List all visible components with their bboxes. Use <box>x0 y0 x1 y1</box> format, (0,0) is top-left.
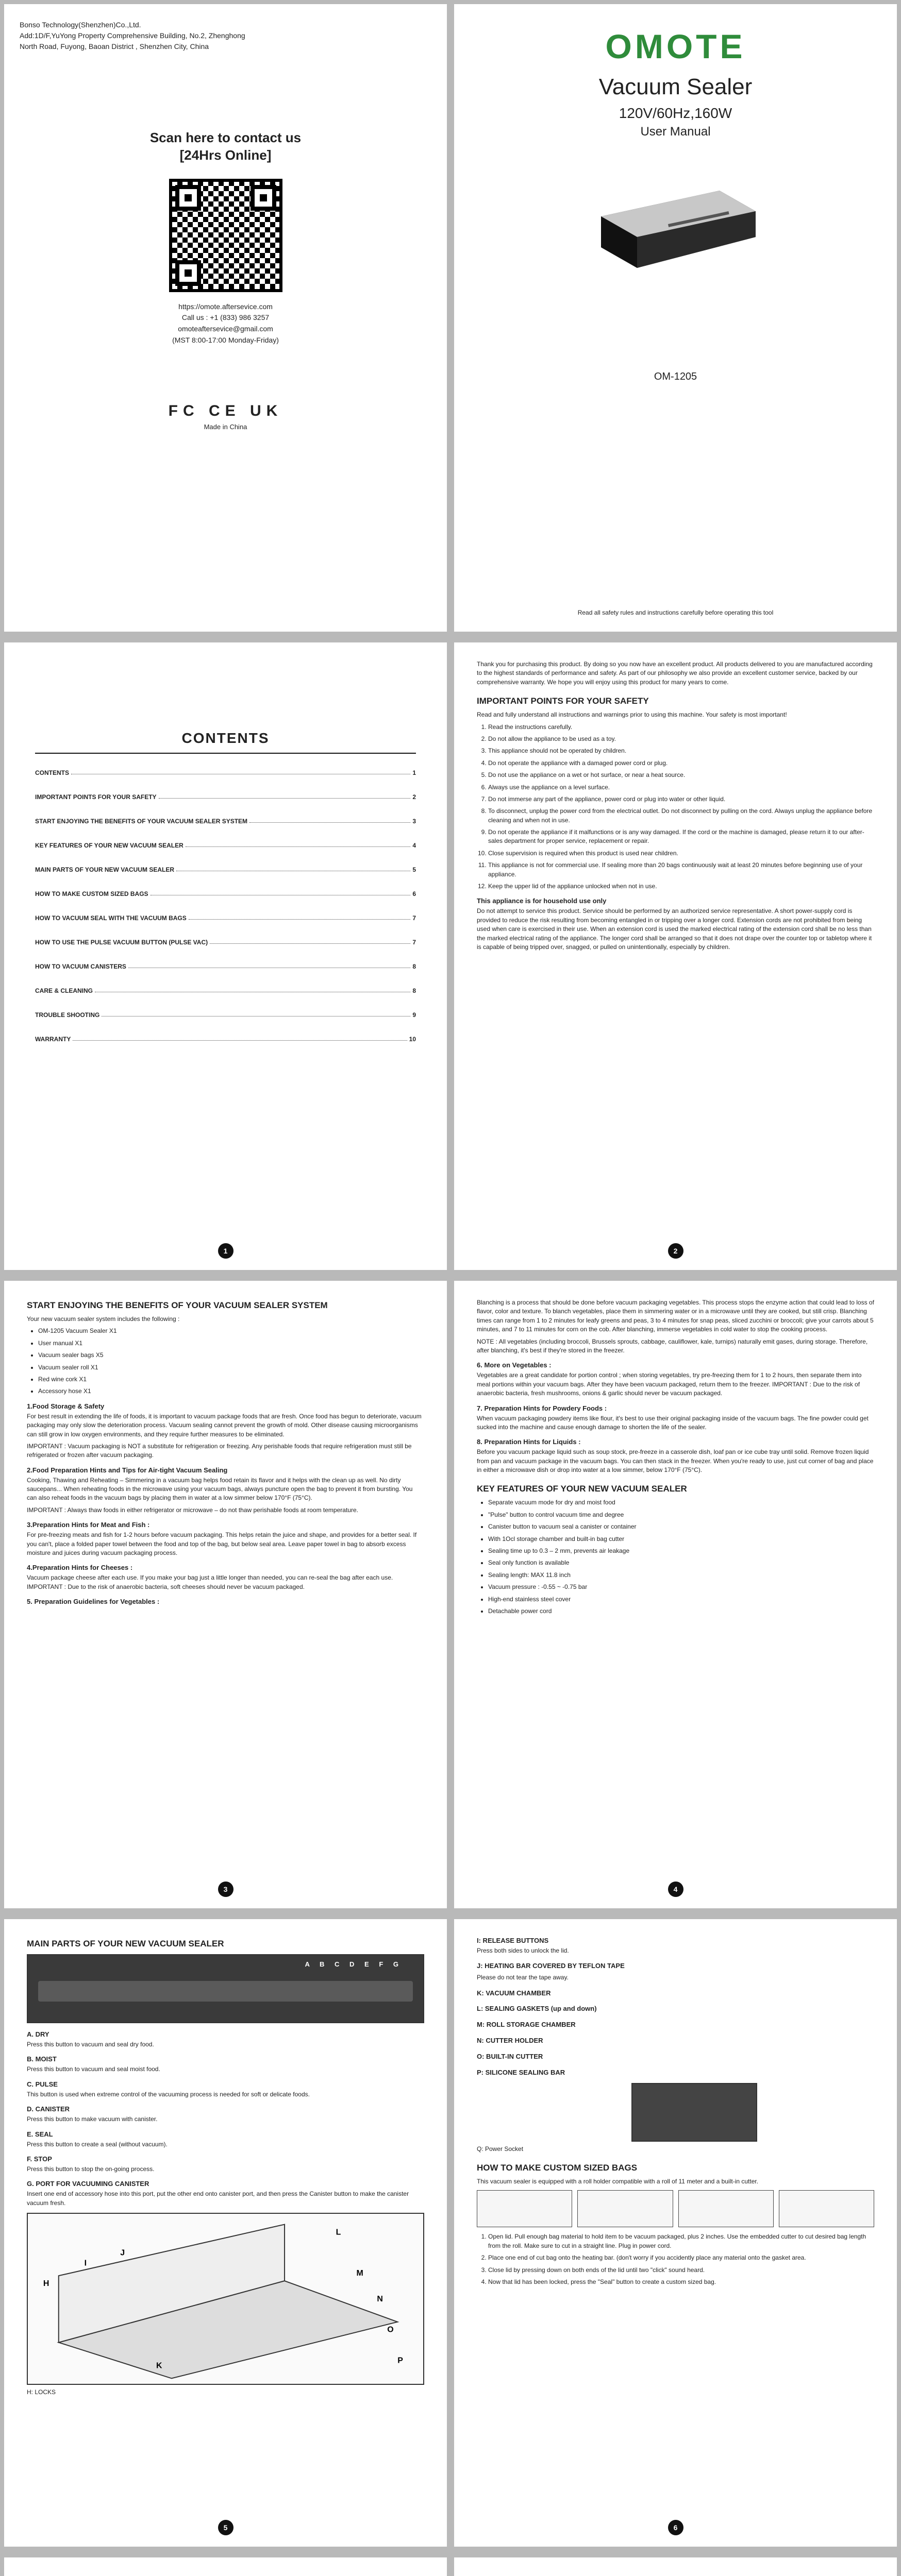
page-number: 4 <box>668 1882 683 1897</box>
includes-list: • OM-1205 Vacuum Sealer X1 • User manual X1 • Vacuum sealer bags X5 • Vacuum sealer roll X1 • Red wine cork X1 • Accessory hose X1 <box>27 1327 424 1396</box>
qr-code[interactable] <box>169 179 282 292</box>
toc-row[interactable]: IMPORTANT POINTS FOR YOUR SAFETY 2 <box>35 793 416 801</box>
certification-marks: FC CE UK <box>168 402 283 420</box>
features-page: Blanching is a process that should be done before vacuum packaging vegetables. This process stops the enzyme action that could lead to loss of flavor, color and texture. To blanch vegetables, place them in simmering water or in a microwave until they are cooked, but still crisp. Blanching times can range from 1 to 2 minutes for leafy greens and peas, 3 to 4 minutes for snap peas, sliced zucchini or broccoli; give your carrots about 5 minutes, and 7 to 11 minutes for corn on the cob. After blanching, immerse vegetables in cold water to stop the cooking process. NOTE : All vegetables (including broccoli, Brussels sprouts, cabbage, cauliflower, kale, turnips) naturally emit gases, during storage. Therefore, after blanching, it's best if they're stored in the freezer. 6. More on Vegetables : Vegetables are a great candidate for portion control ; when storing vegetables, try pre-freezing them for 1 to 2 hours, then separate them into meal portions within your vacuum bags. After they have been vacuum packaged, return them to the freezer. IMPORTANT : Due to the risk of anaerobic bacteria, fresh mushrooms, onions & garlic should never be vacuum packaged. 7. Preparation Hints for Powdery Foods : When vacuum packaging powdery items like flour, it's best to use their original packaging inside of the vacuum bags. The fine powder could get sucked into the machine and cause enough damage to shorten the life of the sealer. 8. Preparation Hints for Liquids : Before you vacuum package liquid such as soup stock, pre-freeze in a casserole dish, loaf pan or ice cube tray until solid. Remove frozen liquid from pan and vacuum package in the vacuum bags. You can then stack in the freezer. When you're ready to use, just cut corner of bag and place in either a microwave dish or drop into water at a low simmer, below 170°F (75°C). KEY FEATURES OF YOUR NEW VACUUM SEALER • Separate vacuum mode for dry and moist food • "Pulse" button to control vacuum time and degree • Canister button to vacuum seal a canister or container • With 1Ocl storage chamber and built-in bag cutter • Sealing time up to 0.3 – 2 mm, prevents air leakage • Seal only function is available • Sealing length: MAX 11.8 inch • Vacuum pressure : -0.55 ~ -0.75 bar • High-end stainless steel cover • Detachable power cord 4 <box>454 1281 897 1908</box>
diagram-letter: J <box>120 2248 125 2258</box>
support-hours: (MST 8:00-17:00 Monday-Friday) <box>172 335 279 344</box>
safety-page <box>454 642 897 1270</box>
safety-lead: Read and fully understand all instructions and warnings prior to using this machine. Your safety is most important! <box>477 711 787 719</box>
benefits-page: START ENJOYING THE BENEFITS OF YOUR VACUUM SEALER SYSTEM Your new vacuum sealer system includes the following : • OM-1205 Vacuum Sealer X1 • User manual X1 • Vacuum sealer bags X5 • Vacuum sealer roll X1 • Red wine cork X1 • Accessory hose X1 1.Food Storage & Safety For best result in extending the life of foods, it is important to vacuum package foods that are fresh. Once food has begun to deteriorate, vacuum packaging may only slow the deterioration process. Vacuum sealing cannot prevent the growth of mold. Other disease causing microorganisms can still grow in low oxygen environments, and they require further measures to be eliminated. IMPORTANT : Vacuum packaging is NOT a substitute for refrigeration or freezing. Any perishable foods that require refrigeration must still be refrigerated or frozen after vacuum packaging. 2.Food Preparation Hints and Tips for Air-tight Vacuum Sealing Cooking, Thawing and Reheating – Simmering in a vacuum bag helps food retain its flavor and it helps with the clean up as well. No dirty saucepans... When reheating foods in the microwave using your vacuum bags, always puncture open the bag to prevent it from bursting. You can also reheat foods in the vacuum bags by placing them in water at a low simmer below 170°F (75°C). IMPORTANT : Always thaw foods in either refrigerator or microwave – do not thaw perishable foods at room temperature. 3.Preparation Hints for Meat and Fish : For pre-freezing meats and fish for 1-2 hours before vacuum packaging. This helps retain the juice and shape, and provides for a better seal. If you can't, place a folded paper towel between the food and top of the bag, but below seal area. Leave paper towel in bag to absorb excess moisture and juices during vacuum packaging process. 4.Preparation Hints for Cheeses : Vacuum package cheese after each use. If you make your bag just a little longer than needed, you can re-seal the bag after each use. IMPORTANT : Due to the risk of anaerobic bacteria, soft cheeses should never be vacuum packaged. 5. Preparation Guidelines for Vegetables : 3 <box>4 1281 447 1908</box>
toc-row[interactable]: START ENJOYING THE BENEFITS OF YOUR VACUUM SEALER SYSTEM 3 <box>35 818 416 825</box>
page-number: 2 <box>668 1243 683 1259</box>
company-info: Bonso Technology(Shenzhen)Co.,Ltd. Add:1D/F,YuYong Property Comprehensive Building, No.2, Zhenghong North Road, Fuyong, Baoan District , Shenzhen City, China <box>20 21 245 50</box>
features-title: KEY FEATURES OF YOUR NEW VACUUM SEALER <box>477 1484 687 1494</box>
safety-title: IMPORTANT POINTS FOR YOUR SAFETY <box>477 696 649 706</box>
features-list: • Separate vacuum mode for dry and moist food • "Pulse" button to control vacuum time and degree • Canister button to vacuum seal a canister or container • With 1Ocl storage chamber and built-in bag cutter • Sealing time up to 0.3 – 2 mm, prevents air leakage • Seal only function is available • Sealing length: MAX 11.8 inch • Vacuum pressure : -0.55 ~ -0.75 bar • High-end stainless steel cover • Detachable power cord <box>477 1498 874 1616</box>
diagram-letter: K <box>156 2361 162 2370</box>
toc-list <box>4 769 447 1043</box>
control-panel-diagram: A B C D E F G <box>27 1954 424 2023</box>
benefits-title: START ENJOYING THE BENEFITS OF YOUR VACUUM SEALER SYSTEM <box>27 1300 328 1310</box>
page-number: 5 <box>218 2520 233 2535</box>
toc-row[interactable]: WARRANTY 10 <box>35 1036 416 1043</box>
diagram-letter: O <box>387 2325 394 2334</box>
household-text: Do not attempt to service this product. Service should be performed by an authorized service representative. A short power-supply cord is provided to reduce the risk resulting from becoming entangled in or tripping over a longer cord. Extension cords are not prohibited from being used when care is exercised in their use. When an extension cord is used the marked electrical rating of the extension cord shall be no less than the marked electrical rating of the appliance. The longer cord shall be arranged so that it does not drape over the counter top or tabletop where it is capable of being tripped over, snagged, or pulled on unintentionally, especially by children. <box>477 907 872 951</box>
intro-text: Thank you for purchasing this product. By doing so you now have an excellent product. All products delivered to you are manufactured according to the highest standards of performance and safety. As part of our philosophy we also provide an excellent customer service, backed by our comprehensive warranty. We hope you will enjoy using this product for many years to come. <box>477 660 873 686</box>
model-number: OM-1205 <box>654 371 697 382</box>
support-email[interactable]: omoteaftersevice@gmail.com <box>178 324 273 333</box>
open-lid-diagram <box>27 2213 424 2385</box>
diagram-letter: H <box>43 2279 49 2289</box>
diagram-letter: N <box>377 2295 383 2304</box>
cover-front <box>454 4 897 632</box>
toc-row[interactable]: HOW TO MAKE CUSTOM SIZED BAGS 6 <box>35 890 416 897</box>
toc-row[interactable]: HOW TO USE THE PULSE VACUUM BUTTON (PULSE VAC) 7 <box>35 939 416 946</box>
diagram-letter: L <box>336 2228 341 2237</box>
custom-bag-steps-images <box>477 2190 874 2227</box>
product-title: Vacuum Sealer <box>598 74 753 99</box>
product-specs: 120V/60Hz,160W <box>619 105 732 121</box>
vacuum-bags-page <box>4 2557 447 2576</box>
support-link[interactable]: https://omote.aftersevice.com <box>178 302 273 311</box>
brand-logo: OMOTE <box>605 27 746 65</box>
canisters-page <box>454 2557 897 2576</box>
manual-label: User Manual <box>640 125 711 139</box>
contents-page <box>4 642 447 1270</box>
parts-title: MAIN PARTS OF YOUR NEW VACUUM SEALER <box>27 1939 224 1948</box>
page-number: 3 <box>218 1882 233 1897</box>
main-parts-page <box>4 1919 447 2547</box>
safety-list: 1. Read the instructions carefully. 2. Do not allow the appliance to be used as a toy. 3. This appliance should not be operated by children. 4. Do not operate the appliance with a damaged power cord or plug. 5. Do not use the appliance on a wet or hot surface, or near a heat source. 6. Always use the appliance on a level surface. 7. Do not immerse any part of the appliance, power cord or plug into water or other liquid. 8. To disconnect, unplug the power cord from the electrical outlet. Do not disconnect by pulling on the cord. Always unplug the appliance before cleaning and when not in use. 9. Do not operate the appliance if it malfunctions or is any way damaged. If the cord or the machine is damaged, please return it to our after-sales department for proper service, replacement or repair. 10. Close supervision is required when this product is used near children. 11. This appliance is not for commercial use. If sealing more than 20 bags continuously wait at least 20 minutes before beginning use of your appliance. 12. Keep the upper lid of the appliance unlocked when not in use. <box>477 723 874 891</box>
power-socket-image <box>631 2083 757 2142</box>
diagram-letter: P <box>397 2356 403 2365</box>
support-phone: Call us : +1 (833) 986 3257 <box>181 313 270 322</box>
locks-label: H: LOCKS <box>27 2388 56 2396</box>
diagram-letter: M <box>356 2269 363 2278</box>
household-title: This appliance is for household use only <box>477 897 607 905</box>
toc-row[interactable]: KEY FEATURES OF YOUR NEW VACUUM SEALER 4 <box>35 842 416 849</box>
custom-bags-title: HOW TO MAKE CUSTOM SIZED BAGS <box>477 2163 638 2173</box>
vacuum-sealer-image <box>591 180 761 283</box>
contents-title: CONTENTS <box>181 730 270 746</box>
toc-row[interactable]: CARE & CLEANING 8 <box>35 987 416 994</box>
scan-title: Scan here to contact us [24Hrs Online] <box>149 130 302 163</box>
toc-row[interactable]: MAIN PARTS OF YOUR NEW VACUUM SEALER 5 <box>35 866 416 873</box>
contact-info <box>4 301 447 346</box>
made-in: Made in China <box>204 423 247 431</box>
cover-back <box>4 4 447 632</box>
page-number: 1 <box>218 1243 233 1259</box>
toc-row[interactable]: TROUBLE SHOOTING 9 <box>35 1011 416 1019</box>
toc-row[interactable]: CONTENTS 1 <box>35 769 416 776</box>
page-number: 6 <box>668 2520 683 2535</box>
diagram-letter: I <box>84 2259 87 2268</box>
toc-row[interactable]: HOW TO VACUUM SEAL WITH THE VACUUM BAGS 7 <box>35 914 416 922</box>
power-socket-label: Q: Power Socket <box>477 2145 524 2153</box>
parts-list: A. DRY Press this button to vacuum and seal dry food. B. MOIST Press this button to vacuum and seal moist food. C. PULSE This button is used when extreme control of the vacuuming process is needed for soft or delicate foods. D. CANISTER Press this button to make vacuum with canister. E. SEAL Press this button to create a seal (without vacuum). F. STOP Press this button to stop the on-going process. G. PORT FOR VACUUMING CANISTER Insert one end of accessory hose into this port, put the other end onto canister port, and then press the Canister button to make the canister vacuum fresh. <box>27 2030 409 2207</box>
toc-row[interactable]: HOW TO VACUUM CANISTERS 8 <box>35 963 416 970</box>
read-rules-note: Read all safety rules and instructions carefully before operating this tool <box>577 609 774 616</box>
custom-bag-steps: 1. Open lid. Pull enough bag material to hold item to be vacuum packaged, plus 2 inches. Use the embedded cutter to cut desired bag length from the roll. Make sure to cut in a straight line. Plug in power cord. 2. Place one end of cut bag onto the heating bar. (don't worry if you accidently place any material onto the gasket area. 3. Close lid by pressing down on both ends of the lid until two "click" sound heard. 4. Now that lid has been locked, press the "Seal" button to create a custom sized bag. <box>477 2232 874 2286</box>
custom-bags-page: I: RELEASE BUTTONS Press both sides to unlock the lid. J: HEATING BAR COVERED BY TEFLON TAPE Please do not tear the tape away. K: VACUUM CHAMBER L: SEALING GASKETS (up and down) M: ROLL STORAGE CHAMBER N: CUTTER HOLDER O: BUILT-IN CUTTER P: SILICONE SEALING BAR Q: Power Socket HOW TO MAKE CUSTOM SIZED BAGS This vacuum sealer is equipped with a roll holder compatible with a roll of 11 meter and a built-in cutter. 1. Open lid. Pull enough bag material to hold item to be vacuum packaged, plus 2 inches. Use the embedded cutter to cut desired bag length from the roll. Make sure to cut in a straight line. Plug in power cord. 2. Place one end of cut bag onto the heating bar. (don't worry if you accidently place any material onto the gasket area. 3. Close lid by pressing down on both ends of the lid until two "click" sound heard. 4. Now that lid has been locked, press the "Seal" button to create a custom sized bag. 6 <box>454 1919 897 2547</box>
